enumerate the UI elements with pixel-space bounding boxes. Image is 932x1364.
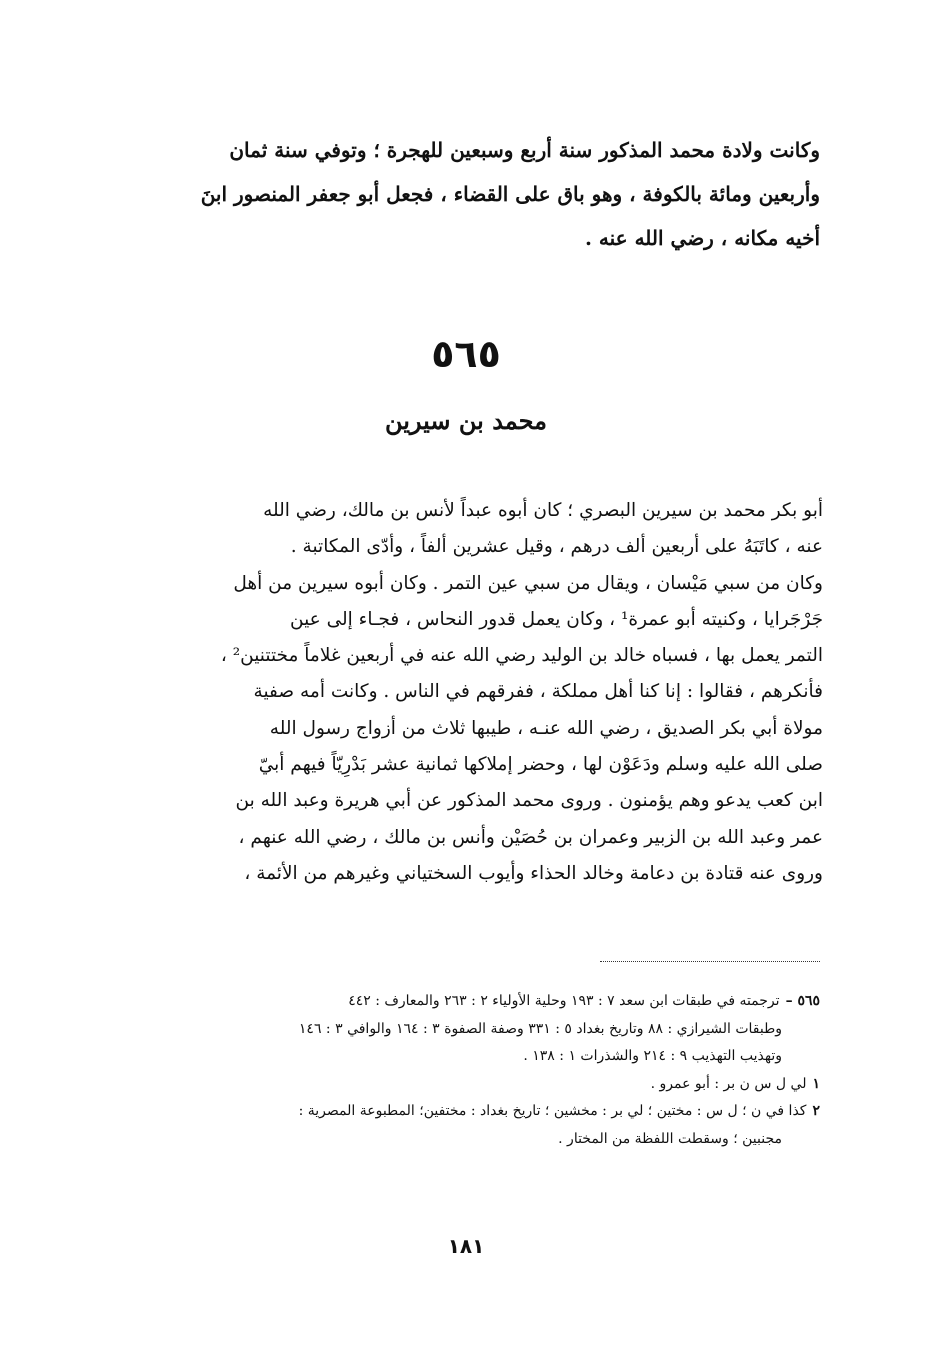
body-line: ابن كعب يدعو وهم يؤمنون . وروى محمد المذكور عن أبي هريرة وعبد الله بن [235,790,823,812]
footnotes [128,988,820,1153]
body-line: فأنكرهم ، فقالوا : إنا كنا أهل مملكة ، ففرقهم في الناس . وكانت أمه صفية [253,681,823,703]
body-line: عمر وعبد الله بن الزبير وعمران بن حُصَيْن وأنس بن مالك ، رضي الله عنهم ، [238,826,823,848]
intro-line: وأربعين ومائة بالكوفة ، وهو باق على القضاء ، فجعل أبو جعفر المنصور ابنَ [200,182,820,206]
body-line: أبو بكر محمد بن سيرين البصري ؛ كان أبوه عبداً لأنس بن مالك، رضي الله [263,500,823,521]
body-line: التمر يعمل بها ، فسباه خالد بن الوليد رضي الله عنه في أربعين غلاماً مختتنين² ، [220,645,823,667]
footnote-2-line: مجنبين ؛ وسقطت اللفظة من المختار . [558,1130,782,1147]
footnote-2-number: ٢ [812,1103,820,1119]
body-line: وكان من سبي مَيْسان ، ويقال من سبي عين التمر . وكان أبوه سيرين من أهل [233,572,823,594]
footnote-2 [128,1098,820,1126]
biography-paragraph [118,493,823,892]
body-line: وروى عنه قتادة بن دعامة وخالد الحذاء وأيوب السختياني وغيرهم من الأئمة ، [244,862,823,884]
intro-paragraph [120,128,820,260]
body-line: صلى الله عليه وسلم ودَعَوْن لها ، وحضر إملاكها ثمانية عشر بَدْرِيّاً فيهم أبيّ [258,754,823,776]
footnote-main-line [128,988,820,1016]
footnote-main-text: ترجمته في طبقات ابن سعد ٧ : ١٩٣ وحلية الأولياء ٢ : ٢٦٣ والمعارف : ٤٤٢ [348,993,780,1009]
footnote-1-number: ١ [812,1075,820,1092]
intro-line: وكانت ولادة محمد المذكور سنة أربع وسبعين للهجرة ؛ وتوفي سنة ثمان [229,138,820,162]
entry-number: ٥٦٥ [431,332,501,376]
footnote-2-text: كذا في ن ؛ ل س : مختين ؛ لي بر : مخشين ؛ تاريخ بغداد : مختفين؛ المطبوعة المصرية : [298,1103,807,1119]
entry-title: محمد بن سيرين [384,406,548,435]
footnote-1-text: لي ل س ن بر : أبو عمرو . [650,1075,807,1092]
footnote-1 [128,1071,820,1099]
body-line: جَرْجَرايا ، وكنيته أبو عمرة¹ ، وكان يعمل قدور النحاس ، فجـاء إلى عين [289,608,823,630]
footnote-divider [600,961,820,962]
footnote-main-line: وطبقات الشيرازي : ٨٨ وتاريخ بغداد ٥ : ٣٣١ وصفة الصفوة ٣ : ١٦٤ والوافي ٣ : ١٤٦ [298,1020,782,1037]
body-line: مولاة أبي بكر الصديق ، رضي الله عنـه ، طيبها ثلاث من أزواج رسول الله [269,717,823,739]
footnote-main-line: وتهذيب التهذيب ٩ : ٢١٤ والشذرات ١ : ١٣٨ . [523,1048,782,1064]
page-number: ١٨١ [447,1234,485,1258]
intro-line: أخيه مكانه ، رضي الله عنه . [584,226,820,250]
footnote-main-number: ٥٦٥ – [785,993,820,1009]
body-line: عنه ، كاتَبَهُ على أربعين ألف درهم ، وقيل عشرين ألفاً ، وأدّى المكاتبة . [290,536,823,558]
